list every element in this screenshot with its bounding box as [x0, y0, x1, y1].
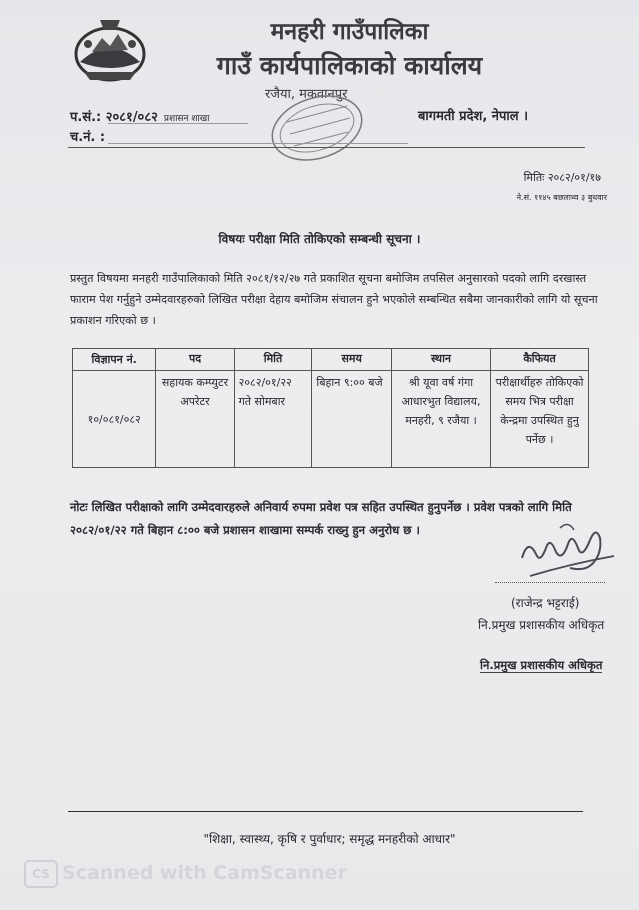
date-bs: मितिः २०८२/०१/१७ — [523, 171, 601, 184]
date-nepal-sambat: ने.सं. ११४५ बछलाथ्व ३ बुधवार — [516, 193, 607, 202]
table-row — [73, 371, 589, 468]
col-header-time: समय — [312, 349, 392, 371]
camscanner-badge-icon: CS — [24, 860, 58, 888]
dispatch-number: च.नं. : — [70, 130, 106, 145]
cell-advertisement-no: १०/०८१/०८२ — [73, 371, 156, 468]
cell-post: सहायक कम्प्युटर अपरेटर — [156, 371, 234, 468]
signatory-name: (राजेन्द्र भट्टराई) — [511, 596, 580, 610]
title-stamp: नि.प्रमुख प्रशासकीय अधिकृत — [480, 658, 603, 672]
office-stamp-seal — [262, 92, 372, 164]
table-header-row — [73, 349, 589, 371]
province-name: बागमती प्रदेश, नेपाल । — [418, 109, 529, 124]
notice-body: प्रस्तुत विषयमा मनहरी गाउँपालिकाको मिति २०८१/१२/२७ गते प्रकाशित सूचना बमोजिम तपसिल अनुसारको पदको लागि दरखास्त फाराम पेश गर्नुहुने उम्मेदवारहरुको लिखित परीक्षा देहाय बमोजिम संचालन हुने भएकोले सम्बन्धित सबैमा जानकारीको लागि यो सूचना प्रकाशन गरिएको छ । — [70, 272, 598, 327]
reference-number: प.सं.: २०८१/०८२ प्रशासन शाखा — [70, 110, 210, 125]
municipality-name: मनहरी गाउँपालिका — [270, 19, 429, 45]
col-header-advertisement-no: विज्ञापन नं. — [73, 349, 156, 371]
cell-remarks: परीक्षार्थीहरु तोकिएको समय भित्र परीक्षा केन्द्रमा उपस्थित हुनु पर्नेछ । — [491, 371, 589, 468]
note-paragraph: नोटः लिखित परीक्षाको लागि उम्मेदवारहरुले अनिवार्य रुपमा प्रवेश पत्र सहित उपस्थित हुनुपर्नेछ । प्रवेश पत्रको लागि मिति २०८२/०१/२२ गते बिहान ८:०० बजे प्रशासन शाखामा सम्पर्क राख्नु हुन अनुरोध छ । — [70, 500, 572, 537]
signature-line — [495, 582, 605, 583]
col-header-venue: स्थान — [391, 349, 490, 371]
footer-motto: "शिक्षा, स्वास्थ्य, कृषि र पुर्वाधार; समृद्ध मनहरीको आधार" — [203, 832, 456, 846]
col-header-remarks: कैफियत — [491, 349, 589, 371]
signatory-title: नि.प्रमुख प्रशासकीय अधिकृत — [478, 618, 605, 632]
divider — [108, 143, 408, 144]
divider — [108, 123, 248, 124]
camscanner-watermark: Scanned with CamScanner — [62, 862, 347, 884]
header-rule — [68, 147, 585, 148]
office-name: गाउँ कार्यपालिकाको कार्यालय — [216, 51, 483, 80]
cell-time: बिहान ९:०० बजे — [312, 371, 392, 468]
col-header-post: पद — [156, 349, 234, 371]
cell-venue: श्री यूवा वर्ष गंगा आधारभुत विद्यालय, मनहरी, ९ रजैया । — [391, 371, 490, 468]
subject-heading: विषयः परीक्षा मिति तोकिएको सम्बन्धी सूचना । — [218, 232, 421, 246]
office-address: रजैया, मकवानपुर — [265, 87, 348, 102]
footer-rule — [68, 811, 583, 812]
exam-schedule-table — [72, 348, 589, 468]
cell-date: २०८२/०१/२२ गते सोमबार — [234, 371, 312, 468]
col-header-date: मिति — [234, 349, 312, 371]
handwritten-signature — [510, 518, 620, 586]
